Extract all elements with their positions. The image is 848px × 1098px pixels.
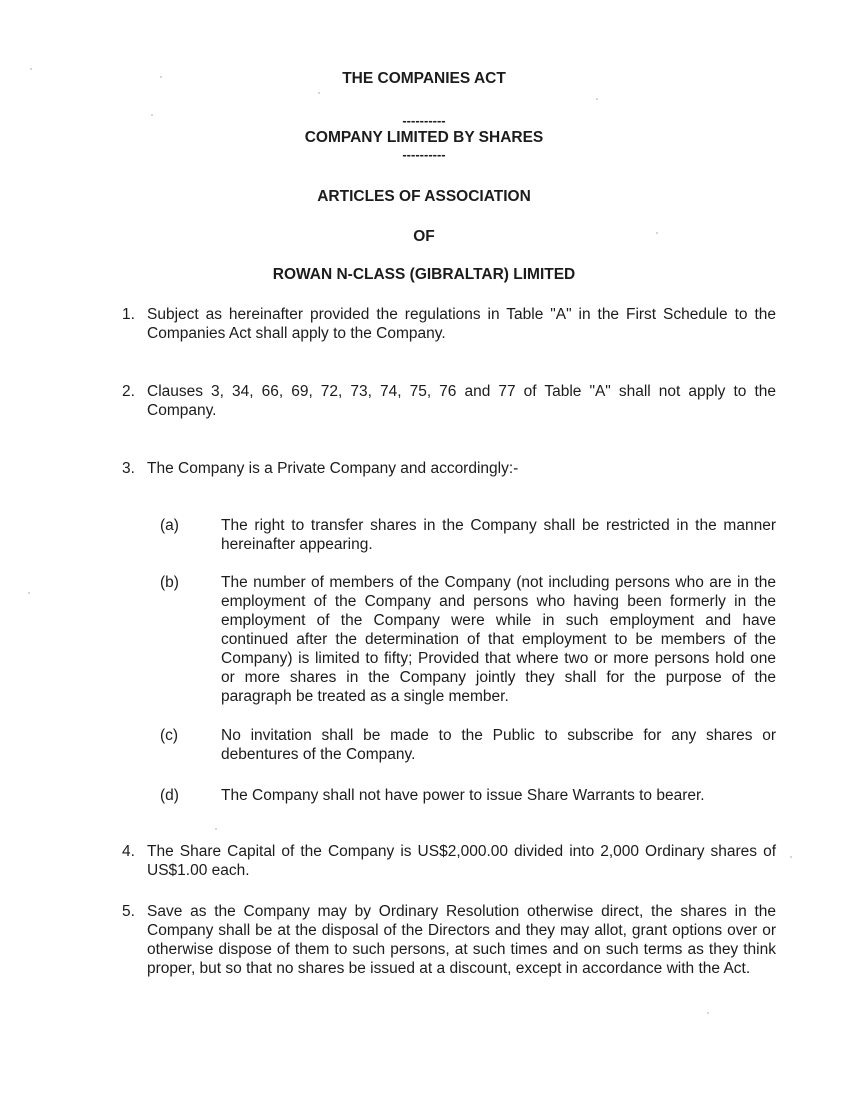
company-name-heading: ROWAN N-CLASS (GIBRALTAR) LIMITED — [272, 266, 576, 283]
subclause-c — [160, 726, 776, 764]
clause-number: 4. — [122, 843, 135, 860]
clause-number: 5. — [122, 903, 135, 920]
subclause-text: The Company shall not have power to issue Share Warrants to bearer. — [221, 787, 705, 804]
clause-1 — [122, 305, 776, 343]
scan-speck — [30, 68, 32, 70]
clause-number: 2. — [122, 383, 135, 400]
clause-text: The Company is a Private Company and accordingly:- — [147, 460, 519, 477]
scan-speck — [28, 592, 30, 594]
scan-speck — [707, 1012, 709, 1014]
clause-3 — [122, 459, 776, 478]
subclause-b — [160, 573, 776, 706]
subclause-label: (d) — [160, 787, 179, 804]
of-heading: OF — [413, 228, 435, 245]
clause-text: Save as the Company may by Ordinary Resolution otherwise direct, the shares in the Company shall be at the disposal of the Directors and they may allot, grant options over or otherwise dispose of them to such persons, at such times and on such terms as they think proper, but so that no shares be issued at a discount, except in accordance with the Act. — [147, 903, 776, 977]
subclause-text: No invitation shall be made to the Public to subscribe for any shares or debentures of the Company. — [221, 727, 776, 763]
subclause-label: (c) — [160, 727, 179, 744]
clause-text: Clauses 3, 34, 66, 69, 72, 73, 74, 75, 76 and 77 of Table "A" shall not apply to the Company. — [147, 383, 776, 419]
scan-speck — [151, 114, 153, 116]
scan-speck — [790, 856, 792, 858]
scan-speck — [656, 232, 658, 234]
clause-2 — [122, 382, 776, 420]
act-heading: THE COMPANIES ACT — [342, 70, 506, 87]
scan-speck — [160, 76, 162, 78]
subclause-label: (a) — [160, 517, 179, 534]
subclause-label: (b) — [160, 574, 179, 591]
scan-speck — [596, 98, 598, 100]
company-type-heading: COMPANY LIMITED BY SHARES — [304, 129, 544, 146]
clause-4 — [122, 842, 776, 880]
clause-text: Subject as hereinafter provided the regulations in Table "A" in the First Schedule to the Companies Act shall apply to the Company. — [147, 306, 776, 342]
clause-5 — [122, 902, 776, 978]
heading-divider-2: ---------- — [402, 147, 446, 162]
scan-speck — [215, 828, 217, 830]
clause-text: The Share Capital of the Company is US$2,000.00 divided into 2,000 Ordinary shares of US$1.00 each. — [147, 843, 776, 879]
clause-number: 3. — [122, 460, 135, 477]
subclause-d — [160, 786, 776, 805]
heading-divider-1: ---------- — [402, 113, 446, 128]
clause-number: 1. — [122, 306, 135, 323]
document-title: ARTICLES OF ASSOCIATION — [317, 188, 531, 205]
subclause-text: The number of members of the Company (not including persons who are in the employment of the Company and persons who having been formerly in the employment of the Company were while in such employment and have continued after the determination of that employment to be members of the Company) is limited to fifty; Provided that where two or more persons hold one or more shares in the Company jointly they shall for the purpose of the paragraph be treated as a single member. — [221, 574, 776, 705]
subclause-text: The right to transfer shares in the Company shall be restricted in the manner hereinafter appearing. — [221, 517, 776, 553]
scan-speck — [318, 92, 320, 94]
subclause-a — [160, 516, 776, 554]
